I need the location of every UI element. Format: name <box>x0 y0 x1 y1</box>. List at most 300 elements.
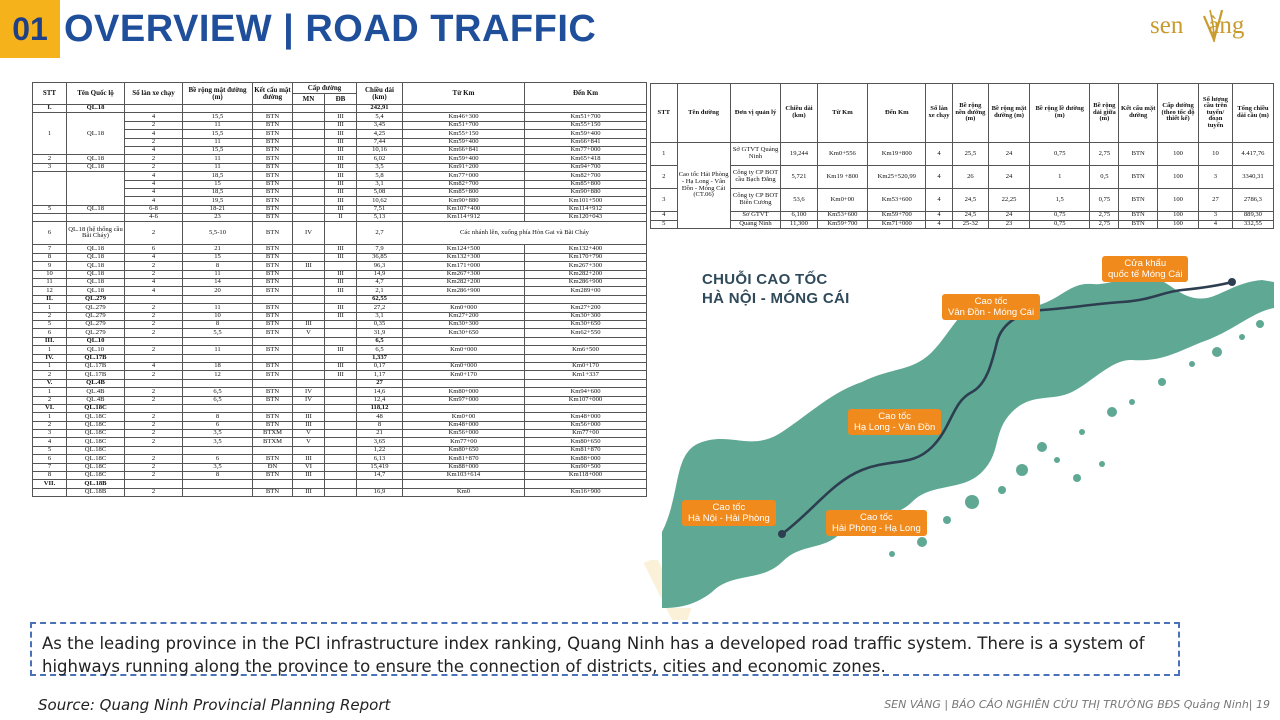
table-cell: BTN <box>253 172 293 180</box>
table-row <box>651 220 1274 229</box>
expressway-table <box>650 83 1274 229</box>
table-row <box>33 396 647 404</box>
table-cell <box>293 279 325 287</box>
table-cell: III <box>325 304 357 312</box>
col-header: Kết cấu mặt đường <box>1119 84 1158 143</box>
table-cell <box>183 295 253 303</box>
table-cell: QL.18 <box>67 105 125 113</box>
table-cell: 100 <box>1158 220 1199 229</box>
table-cell: Km30+650 <box>525 320 647 328</box>
table-cell <box>33 172 67 206</box>
table-row <box>33 295 647 303</box>
table-cell: 18-21 <box>183 205 253 213</box>
table-cell: III <box>325 197 357 205</box>
table-row <box>33 279 647 287</box>
table-cell: IV <box>293 388 325 396</box>
table-cell: 889,30 <box>1232 212 1273 221</box>
brand-logo <box>1148 6 1274 46</box>
table-cell: QL.18C <box>67 446 125 454</box>
national-road-table <box>32 82 647 497</box>
col-header: Chiều dài (km) <box>781 84 817 143</box>
table-cell: 4 <box>125 287 183 295</box>
table-cell: 4 <box>926 212 953 221</box>
table-cell: 1 <box>33 304 67 312</box>
table-cell: QL.18 <box>67 270 125 278</box>
table-cell: 8 <box>33 472 67 480</box>
table-cell: Km51+700 <box>403 121 525 129</box>
table-cell: Km30+650 <box>403 329 525 337</box>
table-cell: 2,75 <box>1090 143 1119 166</box>
table-row <box>33 346 647 354</box>
table-cell: 2 <box>125 488 183 496</box>
table-cell: III <box>325 205 357 213</box>
table-cell: Km132+300 <box>403 253 525 261</box>
table-cell: 21 <box>183 245 253 253</box>
table-cell: IV <box>293 396 325 404</box>
table-cell: BTN <box>253 329 293 337</box>
table-cell: Km267+300 <box>403 270 525 278</box>
table-cell: Km90+500 <box>525 463 647 471</box>
table-cell <box>183 337 253 345</box>
table-cell: III. <box>33 337 67 345</box>
table-cell: 3 <box>33 430 67 438</box>
table-row <box>33 329 647 337</box>
col-header-width: Bề rộng mặt đường (m) <box>183 83 253 105</box>
table-cell: III <box>325 270 357 278</box>
col-header: Từ Km <box>817 84 868 143</box>
table-cell <box>33 214 67 222</box>
table-cell: 62,55 <box>357 295 403 303</box>
table-cell: 2 <box>125 163 183 171</box>
table-cell: 20 <box>183 287 253 295</box>
road-name-cell: Cao tốc Hải Phòng - Hạ Long - Vân Đồn - Móng Cái (CT.06) <box>677 143 730 229</box>
table-row <box>33 480 647 488</box>
table-cell: Km120+043 <box>525 214 647 222</box>
table-cell <box>293 312 325 320</box>
table-cell: III <box>293 472 325 480</box>
table-cell: 96,3 <box>357 262 403 270</box>
table-cell: 1 <box>33 113 67 155</box>
table-cell: QL.279 <box>67 304 125 312</box>
table-cell: 31,9 <box>357 329 403 337</box>
table-cell: Km56+000 <box>525 421 647 429</box>
table-row <box>33 388 647 396</box>
table-cell: 6 <box>125 245 183 253</box>
table-cell: Km289+00 <box>525 287 647 295</box>
table-cell: 11 <box>183 346 253 354</box>
table-cell <box>525 337 647 345</box>
table-cell: III <box>325 172 357 180</box>
table-cell: 4-6 <box>125 214 183 222</box>
table-cell: 6,100 <box>781 212 817 221</box>
table-cell: Km59+400 <box>403 138 525 146</box>
table-cell: Km267+300 <box>525 262 647 270</box>
table-cell: 11 <box>183 155 253 163</box>
table-cell: 2 <box>125 455 183 463</box>
table-cell: 3 <box>651 189 678 212</box>
table-cell: Km53+600 <box>868 189 926 212</box>
table-cell: 5,13 <box>357 214 403 222</box>
table-cell: Km56+000 <box>403 430 525 438</box>
table-cell: Km0+170 <box>525 362 647 370</box>
table-cell: 5 <box>651 220 678 229</box>
table-cell: 6,02 <box>357 155 403 163</box>
table-cell: 100 <box>1158 143 1199 166</box>
table-cell: 2,75 <box>1090 220 1119 229</box>
table-cell: III <box>325 362 357 370</box>
map-title-line1: CHUỖI CAO TỐC <box>702 271 828 288</box>
table-cell <box>325 262 357 270</box>
table-cell <box>293 214 325 222</box>
logo-text: sen àng <box>1150 12 1245 39</box>
table-cell: Km66+841 <box>403 146 525 154</box>
table-row <box>33 446 647 454</box>
table-cell: Km85+800 <box>403 188 525 196</box>
table-cell: IV <box>293 222 325 245</box>
table-cell: QL.18 <box>67 287 125 295</box>
label-mongcai-border-gate: Cửa khẩu quốc tế Móng Cái <box>1102 256 1188 282</box>
table-cell: BTN <box>253 253 293 261</box>
table-row <box>33 270 647 278</box>
table-cell: 5,08 <box>357 188 403 196</box>
table-cell <box>293 205 325 213</box>
table-row <box>33 245 647 253</box>
table-cell: Km132+400 <box>525 245 647 253</box>
table-row <box>33 197 647 205</box>
table-cell: Km77+00 <box>525 430 647 438</box>
table-cell: 10,62 <box>357 197 403 205</box>
table-cell: VII. <box>33 480 67 488</box>
table-cell: 8 <box>183 262 253 270</box>
table-cell: QL.18 <box>67 279 125 287</box>
table-cell: BTXM <box>253 430 293 438</box>
table-cell: 2 <box>125 413 183 421</box>
col-header-grade: Cấp đường <box>293 83 357 94</box>
table-row <box>33 488 647 496</box>
table-cell: QL.17B <box>67 362 125 370</box>
table-cell: Km0+000 <box>403 362 525 370</box>
col-header: Tổng chiều dài cầu (m) <box>1232 84 1273 143</box>
table-cell: 2 <box>125 329 183 337</box>
table-cell: QL.18B <box>67 488 125 496</box>
table-cell: 23 <box>989 220 1030 229</box>
table-cell <box>293 371 325 379</box>
table-cell: 23 <box>183 214 253 222</box>
table-cell: 0,75 <box>1090 189 1119 212</box>
table-cell: 2 <box>125 138 183 146</box>
table-cell: 4 <box>125 172 183 180</box>
table-cell: 11 <box>183 138 253 146</box>
lotus-icon <box>1202 6 1224 42</box>
table-cell: BTN <box>253 155 293 163</box>
table-cell: 3,5 <box>183 430 253 438</box>
table-cell: 4 <box>125 362 183 370</box>
table-cell: Km101+500 <box>525 197 647 205</box>
table-cell: 6,5 <box>357 337 403 345</box>
table-cell: 10 <box>183 312 253 320</box>
table-cell: QL.279 <box>67 312 125 320</box>
table-cell: 2,1 <box>357 287 403 295</box>
table-cell <box>293 287 325 295</box>
table-cell: 3 <box>1199 212 1233 221</box>
table-cell: QL.18C <box>67 413 125 421</box>
table-cell: 2 <box>125 421 183 429</box>
table-cell: 5 <box>33 205 67 213</box>
table-cell: III <box>325 253 357 261</box>
table-cell: Km97+000 <box>403 396 525 404</box>
table-cell: Km107+000 <box>525 396 647 404</box>
table-cell: Km51+700 <box>525 113 647 121</box>
table-cell: QL.18 <box>67 155 125 163</box>
table-cell <box>403 354 525 362</box>
table-cell: 8 <box>183 472 253 480</box>
col-header-from: Từ Km <box>403 83 525 105</box>
table-cell: Sở GTVT Quảng Ninh <box>730 143 781 166</box>
table-cell: 2 <box>125 312 183 320</box>
table-cell <box>183 404 253 412</box>
table-cell: 18,5 <box>183 188 253 196</box>
col-header: Đến Km <box>868 84 926 143</box>
table-cell: 8 <box>183 320 253 328</box>
table-cell <box>293 113 325 121</box>
table-cell: 100 <box>1158 166 1199 189</box>
table-cell: Km6+500 <box>525 346 647 354</box>
table-cell: BTN <box>253 320 293 328</box>
table-cell: Km91+200 <box>403 163 525 171</box>
table-cell: III <box>325 121 357 129</box>
table-cell: VI <box>293 463 325 471</box>
table-cell: QL.4B <box>67 388 125 396</box>
table-cell <box>125 337 183 345</box>
table-cell <box>293 346 325 354</box>
table-cell: 15 <box>183 253 253 261</box>
table-cell: 2 <box>125 304 183 312</box>
table-cell: 8 <box>183 413 253 421</box>
table-cell <box>125 295 183 303</box>
table-cell <box>325 463 357 471</box>
table-cell: Km85+800 <box>525 180 647 188</box>
table-row <box>33 287 647 295</box>
table-cell: Km0+000 <box>403 304 525 312</box>
table-row <box>33 163 647 171</box>
table-cell: 118,12 <box>357 404 403 412</box>
table-cell: 5,5-10 <box>183 222 253 245</box>
table-cell: 15,5 <box>183 130 253 138</box>
table-cell: BTN <box>253 371 293 379</box>
table-cell: QL.18C <box>67 455 125 463</box>
table-cell <box>525 480 647 488</box>
table-cell: 6 <box>33 329 67 337</box>
table-cell: Km77+000 <box>403 172 525 180</box>
table-cell: V. <box>33 379 67 387</box>
table-cell: BTN <box>253 205 293 213</box>
table-cell: 242,91 <box>357 105 403 113</box>
table-cell: Km80+650 <box>403 446 525 454</box>
table-cell: Km19 +800 <box>817 166 868 189</box>
table-row <box>33 404 647 412</box>
table-cell: I. <box>33 105 67 113</box>
table-cell: 27 <box>357 379 403 387</box>
table-cell: 4 <box>926 143 953 166</box>
table-cell <box>325 320 357 328</box>
table-cell: 2 <box>33 312 67 320</box>
table-cell: BTN <box>253 138 293 146</box>
table-cell: Km0+00 <box>403 413 525 421</box>
table-cell: 332,55 <box>1232 220 1273 229</box>
table-cell: 53,6 <box>781 189 817 212</box>
table-cell: 11 <box>183 163 253 171</box>
table-cell: QL.17B <box>67 354 125 362</box>
table-cell: Km25+520,99 <box>868 166 926 189</box>
table-cell: Km90+880 <box>403 197 525 205</box>
table-row <box>33 155 647 163</box>
table-cell: QL.10 <box>67 346 125 354</box>
table-cell: Km103+614 <box>403 472 525 480</box>
table-cell <box>125 379 183 387</box>
table-cell: 5,4 <box>357 113 403 121</box>
table-cell <box>293 270 325 278</box>
table-cell: III <box>325 245 357 253</box>
table-cell <box>293 446 325 454</box>
table-cell: 0,75 <box>1030 220 1090 229</box>
table-row <box>33 438 647 446</box>
table-cell: Km55+150 <box>403 130 525 138</box>
table-cell: III <box>325 180 357 188</box>
table-cell <box>293 295 325 303</box>
map-title-line2: HÀ NỘI - MÓNG CÁI <box>702 290 850 307</box>
table-row <box>33 320 647 328</box>
table-row <box>33 421 647 429</box>
table-cell: 4 <box>125 188 183 196</box>
table-cell: 6-8 <box>125 205 183 213</box>
table-cell: 8 <box>33 253 67 261</box>
table-cell: Km114+912 <box>525 205 647 213</box>
table-cell: 1,17 <box>357 371 403 379</box>
table-cell <box>183 446 253 454</box>
table-cell: BTN <box>253 346 293 354</box>
table-cell: 5,8 <box>357 172 403 180</box>
table-cell <box>357 480 403 488</box>
table-cell <box>325 222 357 245</box>
table-cell: BTN <box>1119 166 1158 189</box>
table-cell: 6 <box>183 455 253 463</box>
table-cell: 2 <box>33 421 67 429</box>
col-header-structure: Kết cấu mặt đường <box>253 83 293 105</box>
col-header-mn: MN <box>293 94 325 105</box>
summary-box <box>30 622 1180 676</box>
table-cell: QL.18C <box>67 421 125 429</box>
table-cell: Km286+900 <box>403 287 525 295</box>
table-cell <box>325 404 357 412</box>
table-cell: ĐN <box>253 463 293 471</box>
table-cell: 2 <box>125 222 183 245</box>
table-cell <box>183 379 253 387</box>
table-cell: V <box>293 329 325 337</box>
table-cell <box>325 438 357 446</box>
table-cell: III <box>325 130 357 138</box>
table-cell: 4 <box>125 197 183 205</box>
table-cell: 1 <box>33 362 67 370</box>
table-cell: Km46+300 <box>403 113 525 121</box>
table-cell <box>253 295 293 303</box>
table-cell: BTN <box>253 279 293 287</box>
table-cell <box>183 488 253 496</box>
table-cell: 6,13 <box>357 455 403 463</box>
table-cell: QL.4B <box>67 379 125 387</box>
table-cell <box>293 354 325 362</box>
table-cell: 15,5 <box>183 146 253 154</box>
table-cell: II. <box>33 295 67 303</box>
land-mass <box>662 276 1274 608</box>
table-cell <box>325 413 357 421</box>
table-cell: BTN <box>253 121 293 129</box>
table-cell: Km124+500 <box>403 245 525 253</box>
table-cell <box>525 295 647 303</box>
table-cell <box>325 379 357 387</box>
table-cell: BTN <box>253 214 293 222</box>
table-cell: 4 <box>1199 220 1233 229</box>
table-cell: Km114+912 <box>403 214 525 222</box>
table-cell: Km282+200 <box>403 279 525 287</box>
table-cell: Km65+418 <box>525 155 647 163</box>
table-cell: BTN <box>253 421 293 429</box>
map-title <box>702 270 850 308</box>
table-cell: 4 <box>125 113 183 121</box>
table-row <box>33 262 647 270</box>
table-cell <box>125 480 183 488</box>
table-cell <box>325 337 357 345</box>
table-cell: 7,9 <box>357 245 403 253</box>
table-cell: 2,75 <box>1090 212 1119 221</box>
table-row <box>33 222 647 245</box>
table-cell: QL.18 <box>67 163 125 171</box>
table-cell: BTN <box>253 197 293 205</box>
table-cell: III <box>293 320 325 328</box>
table-cell: 4,25 <box>357 130 403 138</box>
table-cell: 3 <box>33 163 67 171</box>
table-cell: QL.18C <box>67 463 125 471</box>
table-cell: Km59+400 <box>525 130 647 138</box>
table-cell: Km77+000 <box>525 146 647 154</box>
table-row <box>33 188 647 196</box>
table-cell: 12,4 <box>357 396 403 404</box>
table-cell: QL.18 <box>67 205 125 213</box>
table-cell: 4,7 <box>357 279 403 287</box>
table-cell: 0,75 <box>1030 212 1090 221</box>
table-cell: 4 <box>125 130 183 138</box>
table-cell <box>325 455 357 463</box>
table-cell: Km0+000 <box>403 346 525 354</box>
table-cell: Km171+000 <box>403 262 525 270</box>
table-cell: 4 <box>926 166 953 189</box>
footer-text: SEN VÀNG | BÁO CÁO NGHIÊN CỨU THỊ TRƯỜNG BĐS Quảng Ninh| 19 <box>884 698 1270 711</box>
table-cell: 24 <box>989 212 1030 221</box>
table-row <box>33 430 647 438</box>
table-cell: 24 <box>989 166 1030 189</box>
table-cell: BTN <box>1119 212 1158 221</box>
table-cell: 4 <box>125 146 183 154</box>
col-header: Bề rộng mặt đường (m) <box>989 84 1030 143</box>
table-cell <box>325 329 357 337</box>
table-cell: 11 <box>183 121 253 129</box>
table-cell <box>293 121 325 129</box>
table-cell: 12 <box>183 371 253 379</box>
table-cell: QL.18 <box>67 113 125 155</box>
table-cell: 11 <box>33 279 67 287</box>
table-cell <box>525 404 647 412</box>
table-cell: Km80+000 <box>403 388 525 396</box>
table-cell: III <box>293 262 325 270</box>
